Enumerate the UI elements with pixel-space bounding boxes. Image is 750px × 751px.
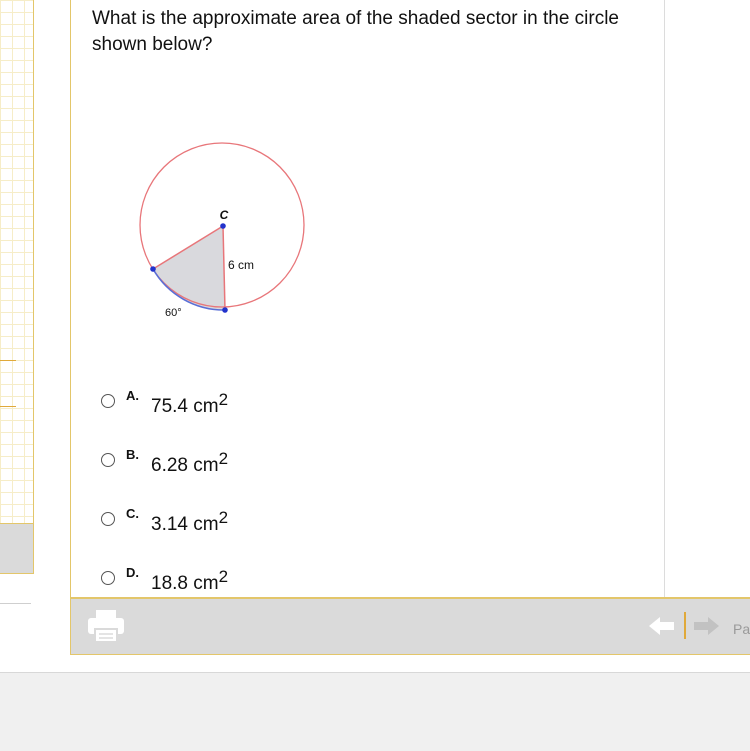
radius-label: 6 cm — [228, 258, 255, 272]
left-divider — [0, 406, 16, 407]
option-value: 3.14 $cm^2$ — [151, 508, 229, 535]
angle-label: 60° — [165, 307, 182, 319]
shaded-sector — [153, 226, 225, 310]
center-label: C — [219, 208, 229, 222]
option-letter: D. — [126, 565, 139, 580]
question-text: What is the approximate area of the shaded sector in the circle shown below? — [92, 8, 619, 55]
option-letter: A. — [126, 388, 139, 403]
page-label: Pa — [733, 621, 750, 637]
question-panel — [70, 0, 749, 597]
page-footer — [0, 672, 750, 751]
option-value: 18.8 $cm^2$ — [151, 567, 229, 594]
printer-icon[interactable] — [87, 609, 125, 648]
left-panel-footer — [0, 523, 34, 574]
option-value: 75.4 $cm^2$ — [151, 390, 229, 417]
left-divider — [0, 603, 31, 604]
center-point — [220, 223, 226, 229]
radio-option-c[interactable] — [101, 512, 115, 526]
option-letter: B. — [126, 447, 139, 462]
radio-option-a[interactable] — [101, 394, 115, 408]
arc-endpoint — [150, 266, 156, 272]
option-value: 6.28 $cm^2$ — [151, 449, 229, 476]
left-divider — [0, 360, 16, 361]
back-arrow-icon[interactable] — [649, 616, 675, 641]
bottom-toolbar — [70, 597, 750, 655]
radio-option-b[interactable] — [101, 453, 115, 467]
arc-endpoint — [222, 307, 228, 313]
question-content — [72, 0, 665, 597]
radio-option-d[interactable] — [101, 571, 115, 585]
nav-separator — [684, 612, 686, 639]
circle-figure — [132, 135, 312, 330]
option-letter: C. — [126, 506, 139, 521]
left-panel — [0, 0, 34, 572]
forward-arrow-icon[interactable] — [694, 616, 720, 641]
